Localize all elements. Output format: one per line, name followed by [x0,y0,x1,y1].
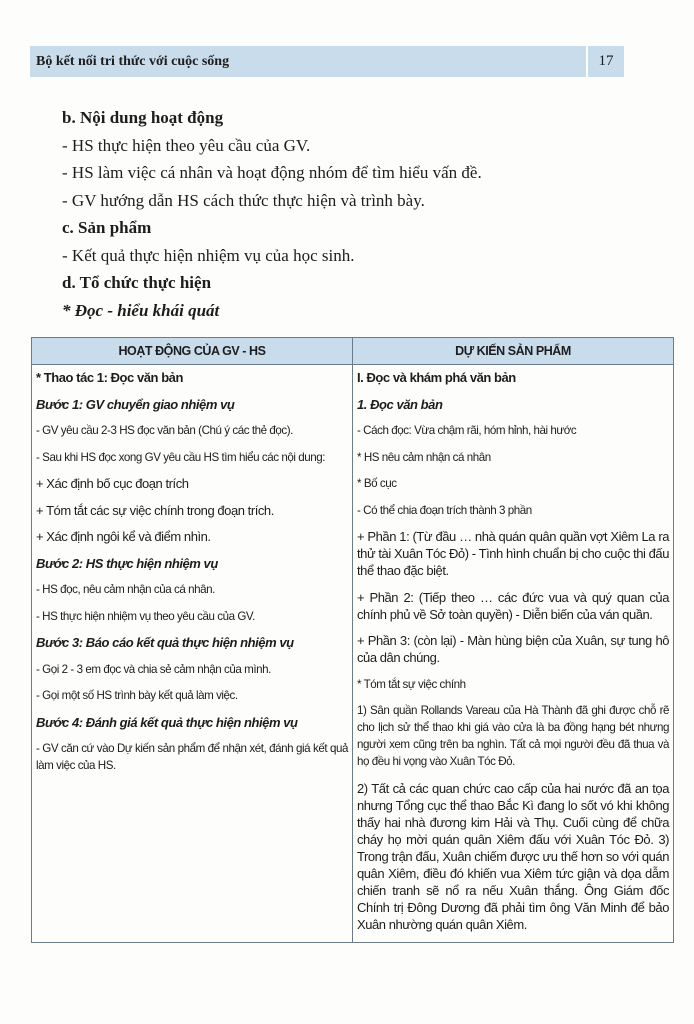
activity-line: - Sau khi HS đọc xong GV yêu cầu HS tìm hiểu các nội dung: [36,450,326,464]
product-line: + Phần 2: (Tiếp theo … các đức vua và quý quan của chính phủ về Sở toàn quyền) - Diễn biến của ván quần. [357,589,669,622]
activity-line: + Xác định bố cục đoạn trích [36,476,189,491]
activity-line: - GV yêu cầu 2-3 HS đọc văn bản (Chú ý các thẻ đọc). [36,424,293,437]
task-heading: * Thao tác 1: Đọc văn bản [36,370,183,385]
product-line: 1) Sân quần Rollands Vareau của Hà Thành đã ghi được chỗ rẽ cho lịch sử thể thao khi giá vào cửa là ba đồng hạng bét nhưng người xem cũng trên ba nghìn. Tất cả mọi người đều đã thua và họ đều hi vọng vào Xuân Tóc Đỏ. [357,704,669,768]
body-text [62,104,622,324]
running-header [30,46,586,77]
c-item: - Kết quả thực hiện nhiệm vụ của học sinh. [62,245,355,265]
activity-table [31,337,674,943]
column-header-activities: HOẠT ĐỘNG CỦA GV - HS [32,338,353,365]
column-header-products: DỰ KIẾN SẢN PHẨM [353,338,674,365]
activity-line: - HS thực hiện nhiệm vụ theo yêu cầu của GV. [36,609,255,623]
activity-line: + Xác định ngôi kể và điểm nhìn. [36,529,211,544]
activity-line: - Gọi một số HS trình bày kết quả làm việc. [36,689,238,702]
product-line: * HS nêu cảm nhận cá nhân [357,450,491,464]
section-d-subheading: * Đọc - hiểu khái quát [62,300,220,320]
product-line: - Cách đọc: Vừa chậm rãi, hóm hỉnh, hài hước [357,424,577,437]
b-item: - HS làm việc cá nhân và hoạt động nhóm để tìm hiểu vấn đề. [62,163,482,182]
products-cell [353,365,674,943]
activity-line: - HS đọc, nêu cảm nhận của cá nhân. [36,583,215,596]
section-c-heading: c. Sản phẩm [62,218,152,237]
product-line: 2) Tất cả các quan chức cao cấp của hai nước đã an tọa nhưng Tổng cục thể thao Bắc Kì đang lo sốt vó khi không thấy hai nhà đương kim Hải và Thụ. Cuối cùng để chữa cháy họ mời quán quân Xiêm đấu với Xuân Tóc Đỏ. 3) Trong trận đấu, Xuân chiếm được ưu thế hơn so với quán quân Xiêm, điều đó khiến vua Xiêm tức giận và dọa dẫm chiến tranh sẽ nổ ra nếu Xuân thắng. Ông Giám đốc Chính trị Đông Dương đã phải tìm ông Văn Minh để bảo Xuân nhường quán quân Xiêm. [357,780,669,932]
activities-cell [32,365,353,943]
b-item: - HS thực hiện theo yêu cầu của GV. [62,135,311,155]
product-heading: I. Đọc và khám phá văn bản [357,370,516,385]
product-line: + Phần 3: (còn lại) - Màn hùng biện của Xuân, sự tung hô của dân chúng. [357,633,669,665]
step-heading: Bước 4: Đánh giá kết quả thực hiện nhiệm vụ [36,714,298,730]
product-subheading: 1. Đọc văn bản [357,396,443,412]
b-item: - GV hướng dẫn HS cách thức thực hiện và trình bày. [62,190,425,210]
activity-line: - Gọi 2 - 3 em đọc và chia sẻ cảm nhận của mình. [36,662,271,676]
activity-line: + Tóm tắt các sự việc chính trong đoạn trích. [36,502,274,518]
activity-line: - GV căn cứ vào Dự kiến sản phẩm để nhận xét, đánh giá kết quả làm việc của HS. [36,742,348,772]
product-line: * Bố cục [357,477,397,490]
section-b-heading: b. Nội dung hoạt động [62,108,224,127]
step-heading: Bước 2: HS thực hiện nhiệm vụ [36,555,218,571]
section-d-heading: d. Tổ chức thực hiện [62,273,212,292]
product-line: + Phần 1: (Từ đầu … nhà quán quân quần vợt Xiêm La ra thử tài Xuân Tóc Đỏ) - Tình hình chuẩn bị cho cuộc thi đấu thể thao đặc biệt. [357,529,669,578]
product-line: - Có thể chia đoạn trích thành 3 phần [357,503,532,517]
product-line: * Tóm tắt sự việc chính [357,677,466,691]
page-number: 17 [588,46,624,77]
book-title: Bộ kết nối tri thức với cuộc sống [36,54,230,69]
step-heading: Bước 1: GV chuyển giao nhiệm vụ [36,396,235,412]
step-heading: Bước 3: Báo cáo kết quả thực hiện nhiệm vụ [36,635,294,650]
